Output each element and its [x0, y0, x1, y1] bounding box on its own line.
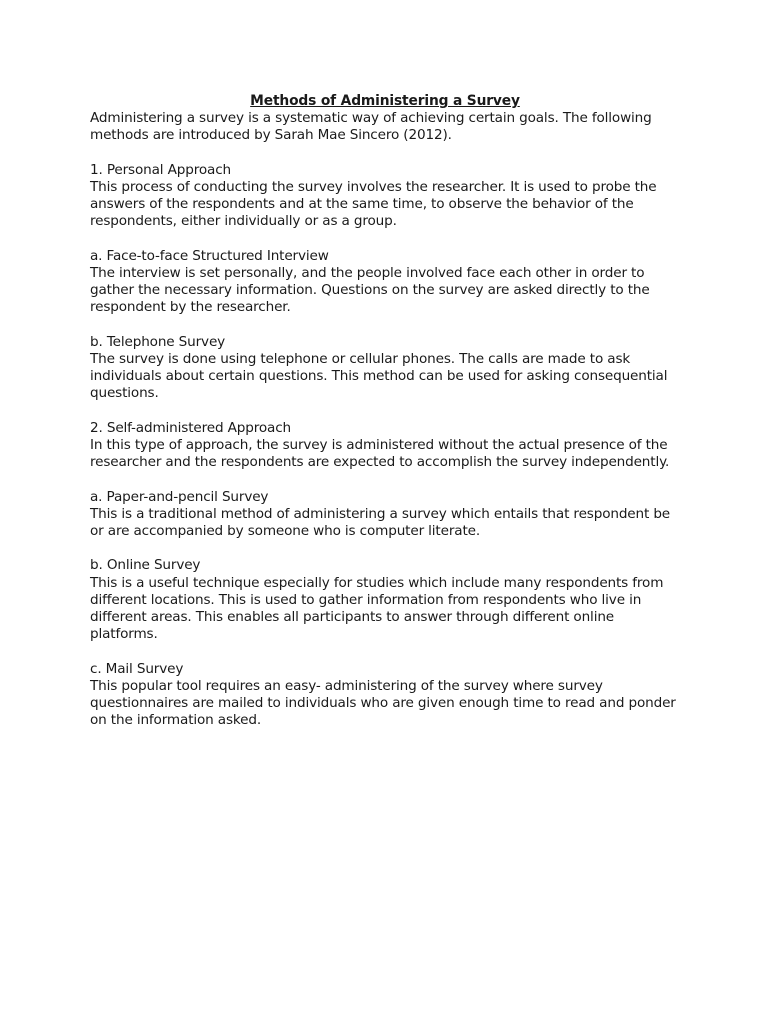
section-face-to-face-interview [90, 248, 680, 317]
section-heading: a. Paper-and-pencil Survey [90, 488, 269, 505]
section-telephone-survey [90, 334, 680, 403]
section-paper-and-pencil-survey [90, 489, 680, 541]
section-body: This is a traditional method of administering a survey which entails that respondent be or are accompanied by someone who is computer literate. [90, 505, 671, 539]
document-title: Methods of Administering a Survey [250, 93, 520, 109]
section-heading: b. Online Survey [90, 557, 201, 574]
section-body: This is a useful technique especially for studies which include many respondents from different locations. This is used to gather information from respondents who live in different areas. This enables all participants to answer through different online platforms. [90, 574, 664, 643]
section-body: In this type of approach, the survey is administered without the actual presence of the researcher and the respondents are expected to accomplish the survey independently. [90, 437, 670, 471]
section-personal-approach [90, 162, 680, 231]
section-body: This process of conducting the survey involves the researcher. It is used to probe the answers of the respondents and at the same time, to observe the behavior of the respondents, either individually or as a group. [90, 179, 657, 230]
section-heading: b. Telephone Survey [90, 333, 226, 350]
section-mail-survey [90, 661, 680, 730]
section-heading: 1. Personal Approach [90, 161, 231, 178]
section-heading: a. Face-to-face Structured Interview [90, 247, 329, 264]
section-body: The survey is done using telephone or cellular phones. The calls are made to ask individuals about certain questions. This method can be used for asking consequential questions. [90, 351, 668, 402]
section-body: This popular tool requires an easy- administering of the survey where survey questionnaires are mailed to individuals who are given enough time to read and ponder on the information asked. [90, 677, 676, 729]
section-heading: 2. Self-administered Approach [90, 419, 291, 436]
document-content [90, 93, 680, 729]
section-self-administered-approach [90, 420, 680, 472]
section-body: The interview is set personally, and the people involved face each other in order to gather the necessary information. Questions on the survey are asked directly to the respondent by the researcher. [90, 265, 650, 316]
section-heading: c. Mail Survey [90, 660, 184, 677]
intro-paragraph: Administering a survey is a systematic way of achieving certain goals. The following methods are introduced by Sarah Mae Sincero (2012). [90, 110, 652, 144]
section-online-survey [90, 557, 680, 643]
